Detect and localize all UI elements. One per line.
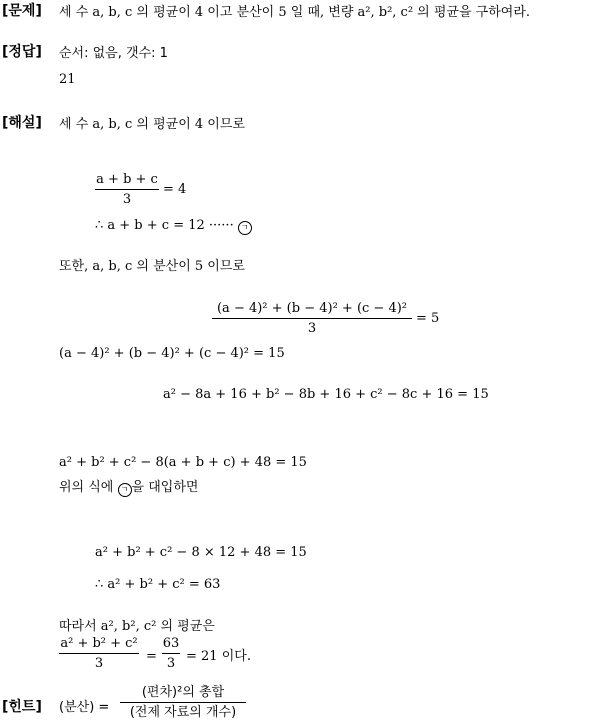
final-fraction-1: [59, 637, 139, 670]
fraction-bar: [59, 653, 139, 654]
solution-tag: [해설]: [2, 115, 42, 131]
equation-sum: [95, 219, 252, 235]
hint-numerator: (편차)²의 총합: [141, 685, 225, 700]
final-rhs: = 21 이다.: [186, 649, 251, 664]
equation-sum-text: ∴ a + b + c = 12 ······: [95, 218, 234, 233]
final-denominator-2: 3: [166, 656, 176, 671]
fraction-bar: [212, 318, 412, 319]
equation-variance-sum: (a − 4)² + (b − 4)² + (c − 4)² = 15: [59, 346, 285, 361]
final-denominator-1: 3: [94, 656, 104, 671]
mean-rhs: = 4: [163, 182, 187, 197]
mean-denominator: 3: [122, 192, 132, 207]
circle-label-icon: ㄱ: [238, 221, 252, 235]
fraction-bar: [162, 653, 180, 654]
mean-numerator: a + b + c: [96, 172, 158, 187]
equation-result: ∴ a² + b² + c² = 63: [95, 577, 221, 592]
variance-fraction: [212, 302, 412, 335]
final-equals: =: [146, 649, 157, 664]
fraction-bar: [95, 189, 159, 190]
answer-value: 21: [59, 72, 76, 87]
problem-tag: [문제]: [2, 3, 42, 19]
therefore-text: 따라서 a², b², c² 의 평균은: [59, 619, 215, 634]
substitution-note: [59, 481, 198, 497]
final-fraction-2: [162, 637, 180, 670]
hint-tag: [힌트]: [2, 699, 42, 715]
hint-fraction: [120, 686, 246, 719]
equation-substituted: a² + b² + c² − 8 × 12 + 48 = 15: [95, 545, 307, 560]
final-numerator-2: 63: [162, 636, 180, 651]
answer-meta: 순서: 없음, 갯수: 1: [59, 46, 168, 61]
final-numerator-1: a² + b² + c²: [60, 636, 138, 651]
variance-numerator: (a − 4)² + (b − 4)² + (c − 4)²: [216, 301, 408, 316]
problem-text: 세 수 a, b, c 의 평균이 4 이고 분산이 5 일 때, 변량 a², b², c² 의 평균을 구하여라.: [59, 5, 531, 20]
solution-intro: 세 수 a, b, c 의 평균이 4 이므로: [59, 117, 245, 132]
substitution-pre: 위의 식에: [59, 480, 114, 495]
hint-lhs: (분산) =: [59, 700, 110, 715]
fraction-bar: [120, 702, 246, 703]
answer-tag: [정답]: [2, 44, 42, 60]
circle-label-icon: ㄱ: [118, 483, 132, 497]
solution-also: 또한, a, b, c 의 분산이 5 이므로: [59, 259, 245, 274]
equation-grouped: a² + b² + c² − 8(a + b + c) + 48 = 15: [59, 455, 307, 470]
mean-fraction: [95, 173, 159, 206]
equation-expanded: a² − 8a + 16 + b² − 8b + 16 + c² − 8c + 16 = 15: [163, 387, 489, 402]
variance-denominator: 3: [307, 321, 317, 336]
substitution-post: 을 대입하면: [131, 480, 199, 495]
hint-denominator: (전제 자료의 개수): [129, 705, 237, 720]
variance-rhs: = 5: [416, 311, 440, 326]
